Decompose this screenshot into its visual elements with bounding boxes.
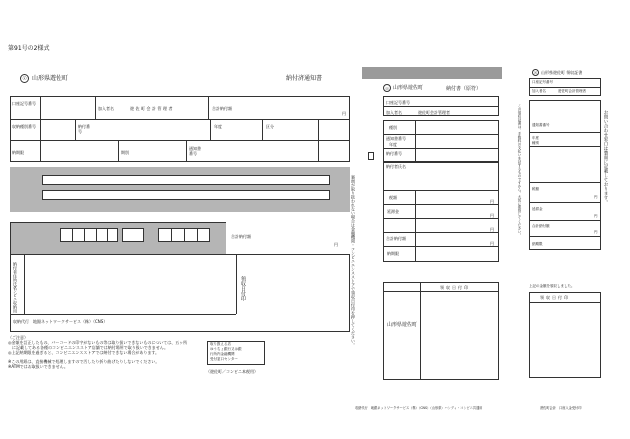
year-label: 年度 <box>214 124 222 129</box>
middle-tax-label: 税額 <box>389 195 397 200</box>
middle-account-label: 口座記号番号 <box>386 100 410 105</box>
middle-period-label: 納期限 <box>387 251 399 256</box>
payee-name: 遊佐町会計管理者 <box>130 106 174 111</box>
right-seal-icon: ☉ <box>533 70 538 75</box>
main-top-table <box>10 96 350 162</box>
barcode-field <box>42 175 330 185</box>
convenience-label: コンビニ収納用 <box>13 285 18 313</box>
agent-label: 収納代行 地銀ネットワークサービス（株）（CNS） <box>13 319 108 324</box>
main-footer: （遊佐町／コンビニ本税用） <box>206 369 258 374</box>
payee-label: 加入者名 <box>98 106 114 111</box>
right-title: 山形県遊佐町 領収証書 <box>541 70 583 75</box>
middle-town-stamp: 山形県遊佐町 <box>386 322 417 328</box>
middle-date-label: 領収日付印 <box>440 285 470 290</box>
right-stamp-box <box>529 292 601 378</box>
middle-penalty-label: 延滞金 <box>387 209 399 214</box>
middle-stamp-box <box>383 282 499 380</box>
town-seal-icon: ☉ <box>20 74 29 83</box>
yen-label: 円 <box>342 111 346 116</box>
date-stamp-label: 領収日付印 <box>240 276 246 301</box>
yen-label-2: 円 <box>334 242 338 247</box>
middle-notice-code-label: 通知書番号 <box>386 136 406 141</box>
middle-seal-icon: ☉ <box>383 84 391 92</box>
middle-marker <box>368 152 374 160</box>
form-number: 第91号の2様式 <box>8 45 50 52</box>
code-boxes <box>60 228 118 242</box>
main-town-name: 山形県遊佐町 <box>32 75 69 82</box>
account-no-label: 口座記号番号 <box>12 101 36 106</box>
middle-footer: 収納代行 地銀ネットワークサービス（株）（CNS）（山形県）ハンディ・コンビニ共通用 <box>355 406 483 410</box>
tax-category-label: 収納種別番号 <box>12 124 36 129</box>
middle-payee-label: 加入者名 <box>386 110 402 115</box>
notice-code-label: 通知書番号 <box>189 146 201 156</box>
middle-taxpayer-label: 納付者氏名 <box>386 164 406 169</box>
tax-class-label: 区分 <box>266 124 274 129</box>
middle-top-band <box>362 67 502 79</box>
notice-no-label: 納付番号 <box>78 124 90 134</box>
right-side-note: お問い合わせ窓口は裏面に記載しております。 <box>603 110 608 205</box>
middle-payee-name: 遊佐町会計管理者 <box>418 110 450 115</box>
notes: （ご注意） ◎金額を訂正したもの、バーコードの印字がないもの等は取り扱いできないものについては、五ヶ所 に記載してある各種のコンビニエンスストア店舗では納付場所で取り扱いできません。 ◎上記納期限を過ぎると、コンビニエンスストアでは納付できない場合があります。 ※この用紙は、直接機械で処理しますので汚したり折り曲げたりしないでください。 ※ATMではお取扱いできません。 <box>8 335 188 369</box>
middle-amount-table <box>383 162 499 262</box>
main-form-title: 納付済通知書 <box>286 75 323 82</box>
code-box-single <box>122 228 144 242</box>
total2-label: 合計納付額 <box>231 234 251 239</box>
middle-town: 山形県遊佐町 <box>393 85 424 91</box>
total-label: 合計納付額 <box>212 106 232 111</box>
right-received: 上記の金額を領収しました。 <box>529 284 575 288</box>
middle-total-label: 合計納付額 <box>386 236 406 241</box>
taxpayer-label: 納付者住所氏名 <box>13 262 18 290</box>
middle-side-text: 裏面が取り扱われない場合は金融機関・コンビニエンスストアで領収日付印を押してください。 <box>351 175 356 347</box>
middle-type-label: 種別 <box>389 125 397 130</box>
right-date-label: 領収日付印 <box>540 295 570 300</box>
barcode-field-2 <box>42 190 330 200</box>
middle-year-label: 年度 <box>389 142 397 147</box>
times-label: 期別 <box>121 150 129 155</box>
middle-notice-no-label: 納付番号 <box>386 151 402 156</box>
right-side-note-2: この領収証書は、手数料の支払いを証するものですから、大切に保管してください。 <box>518 104 522 237</box>
period-label: 納期限 <box>12 150 24 155</box>
middle-title: 納付書（原符） <box>446 86 482 92</box>
right-footer: 遊佐町会計 口座入金受付印 <box>540 406 582 410</box>
